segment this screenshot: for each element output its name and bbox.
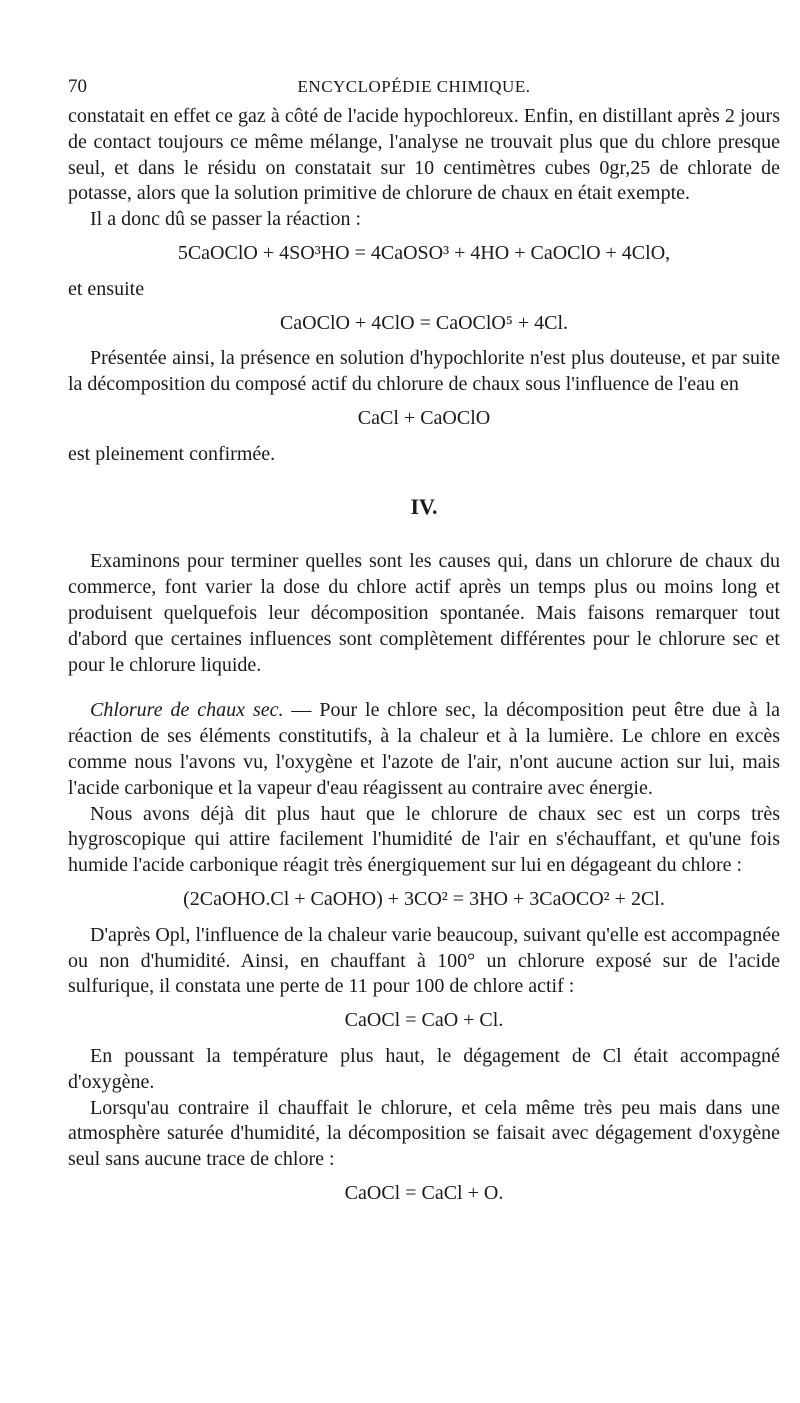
paragraph: Présentée ainsi, la présence en solution d'hypochlorite n'est plus douteuse, et par suite la décomposition du composé actif du chlorure de chaux sous l'influence de l'eau en [68,347,780,396]
equation: CaOCl = CaO + Cl. [344,1009,504,1032]
equation: (2CaOHO.Cl + CaOHO) + 3CO² = 3HO + 3CaOCO² + 2Cl. [183,887,665,910]
paragraph: et ensuite [68,277,145,300]
equation: CaOCl = CaCl + O. [344,1181,504,1204]
paragraph: Lorsqu'au contraire il chauffait le chlorure, et cela même très peu mais dans une atmosphère saturée d'humidité, la décomposition se faisait avec dégagement d'oxygène seul sans aucune trace de chlore : [68,1096,780,1171]
page-body [68,104,780,1217]
section-heading: IV. [410,493,438,519]
running-title: ENCYCLOPÉDIE CHIMIQUE. [297,77,531,96]
paragraph: Il a donc dû se passer la réaction : [90,208,362,231]
paragraph: constatait en effet ce gaz à côté de l'acide hypochloreux. Enfin, en distillant après 2 jours de contact toujours ce même mélange, l'analyse ne trouvait plus que du chlore presque seul, et dans le résidu on constatait sur 10 centimètres cubes 0gr,25 de chlorate de potasse, alors que la solution primitive de chlorure de chaux en était exempte. [68,105,780,205]
equation: CaCl + CaOClO [357,406,491,429]
subsection-title: Chlorure de chaux sec. [90,699,284,722]
equation: 5CaOClO + 4SO³HO = 4CaOSO³ + 4HO + CaOClO + 4ClO, [177,241,671,264]
equation: CaOClO + 4ClO = CaOClO⁵ + 4Cl. [279,311,569,334]
page-header [68,76,760,100]
paragraph [68,698,780,801]
paragraph: est pleinement confirmée. [68,442,276,465]
paragraph: En poussant la température plus haut, le dégagement de Cl était accompagné d'oxygène. [68,1044,780,1093]
paragraph: Nous avons déjà dit plus haut que le chlorure de chaux sec est un corps très hygroscopique qui attire facilement l'humidité de l'air en s'échauffant, et qu'une fois humide l'acide carbonique réagit très énergiquement sur lui en dégageant du chlore : [68,802,780,877]
paragraph: D'après Opl, l'influence de la chaleur varie beaucoup, suivant qu'elle est accompagnée ou non d'humidité. Ainsi, en chauffant à 100° un chlorure exposé sur de l'acide sulfurique, il constata une perte de 11 pour 100 de chlore actif : [68,923,780,998]
paragraph: Examinons pour terminer quelles sont les causes qui, dans un chlorure de chaux du commerce, font varier la dose du chlore actif après un temps plus ou moins long et produisent quelquefois leur décomposition spontanée. Mais faisons remarquer tout d'abord que certaines influences sont complètement différentes pour le chlorure sec et pour le chlorure liquide. [68,550,780,676]
page-number: 70 [68,76,87,97]
paragraph-text: — Pour le chlore sec, la décomposition peut être due à la réaction de ses éléments constitutifs, à la chaleur et à la lumière. Le chlore en excès comme nous l'avons vu, l'oxygène et l'azote de l'air, n'ont aucune action sur lui, mais l'acide carbonique et la vapeur d'eau réagissent au contraire avec énergie. [68,699,781,799]
